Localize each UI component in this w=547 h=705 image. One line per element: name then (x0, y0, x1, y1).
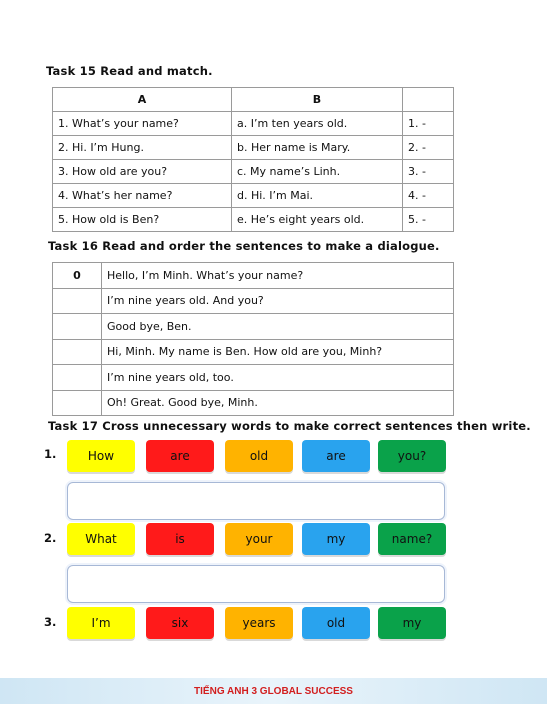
item-number: 2. (44, 531, 57, 545)
word-tile[interactable]: my (378, 607, 446, 639)
sentence-cell: Good bye, Ben. (102, 314, 454, 340)
word-tile[interactable]: my (302, 523, 370, 555)
item-number: 3. (44, 615, 57, 629)
sentence-cell: Hello, I’m Minh. What’s your name? (102, 263, 454, 289)
question-cell: 5. How old is Ben? (53, 208, 232, 232)
word-tile[interactable]: old (302, 607, 370, 639)
answer-cell[interactable]: 4. - (403, 184, 454, 208)
task15-title: Task 15 Read and match. (46, 64, 213, 78)
answer-box-1[interactable] (67, 482, 445, 520)
sentence-cell: Hi, Minh. My name is Ben. How old are you, Minh? (102, 339, 454, 365)
word-tile[interactable]: How (67, 440, 135, 472)
table-row (53, 208, 454, 232)
response-cell: c. My name’s Linh. (232, 160, 403, 184)
column-header-a: A (53, 88, 232, 112)
response-cell: b. Her name is Mary. (232, 136, 403, 160)
word-tile[interactable]: six (146, 607, 214, 639)
response-cell: a. I’m ten years old. (232, 112, 403, 136)
question-cell: 1. What’s your name? (53, 112, 232, 136)
table-row (53, 112, 454, 136)
task16-title: Task 16 Read and order the sentences to make a dialogue. (48, 239, 440, 253)
response-cell: d. Hi. I’m Mai. (232, 184, 403, 208)
order-number-cell[interactable] (53, 314, 102, 340)
sentence-cell: I’m nine years old, too. (102, 365, 454, 391)
word-tile[interactable]: is (146, 523, 214, 555)
table-row (53, 288, 454, 314)
word-tile[interactable]: I’m (67, 607, 135, 639)
order-number-cell[interactable]: 0 (53, 263, 102, 289)
sentence-cell: I’m nine years old. And you? (102, 288, 454, 314)
answer-box-2[interactable] (67, 565, 445, 603)
order-number-cell[interactable] (53, 390, 102, 416)
column-header-b: B (232, 88, 403, 112)
question-cell: 4. What’s her name? (53, 184, 232, 208)
answer-cell[interactable]: 1. - (403, 112, 454, 136)
column-header-answer (403, 88, 454, 112)
table-row (53, 339, 454, 365)
table-row (53, 365, 454, 391)
word-tile[interactable]: years (225, 607, 293, 639)
task15-table (52, 87, 454, 232)
word-tile[interactable]: What (67, 523, 135, 555)
answer-cell[interactable]: 3. - (403, 160, 454, 184)
word-tile[interactable]: are (302, 440, 370, 472)
response-cell: e. He’s eight years old. (232, 208, 403, 232)
order-number-cell[interactable] (53, 339, 102, 365)
word-tile[interactable]: your (225, 523, 293, 555)
question-cell: 3. How old are you? (53, 160, 232, 184)
answer-cell[interactable]: 2. - (403, 136, 454, 160)
word-tile[interactable]: name? (378, 523, 446, 555)
footer-text: TIẾNG ANH 3 GLOBAL SUCCESS (194, 685, 353, 697)
table-row (53, 263, 454, 289)
answer-cell[interactable]: 5. - (403, 208, 454, 232)
table-row (53, 184, 454, 208)
task16-table (52, 262, 454, 416)
table-row (53, 390, 454, 416)
sentence-cell: Oh! Great. Good bye, Minh. (102, 390, 454, 416)
item-number: 1. (44, 447, 57, 461)
task17-title: Task 17 Cross unnecessary words to make correct sentences then write. (48, 419, 531, 433)
word-tile[interactable]: you? (378, 440, 446, 472)
table-row (53, 314, 454, 340)
table-header-row (53, 88, 454, 112)
table-row (53, 136, 454, 160)
footer-banner (0, 678, 547, 704)
word-tile[interactable]: are (146, 440, 214, 472)
order-number-cell[interactable] (53, 365, 102, 391)
order-number-cell[interactable] (53, 288, 102, 314)
word-tile[interactable]: old (225, 440, 293, 472)
table-row (53, 160, 454, 184)
question-cell: 2. Hi. I’m Hung. (53, 136, 232, 160)
